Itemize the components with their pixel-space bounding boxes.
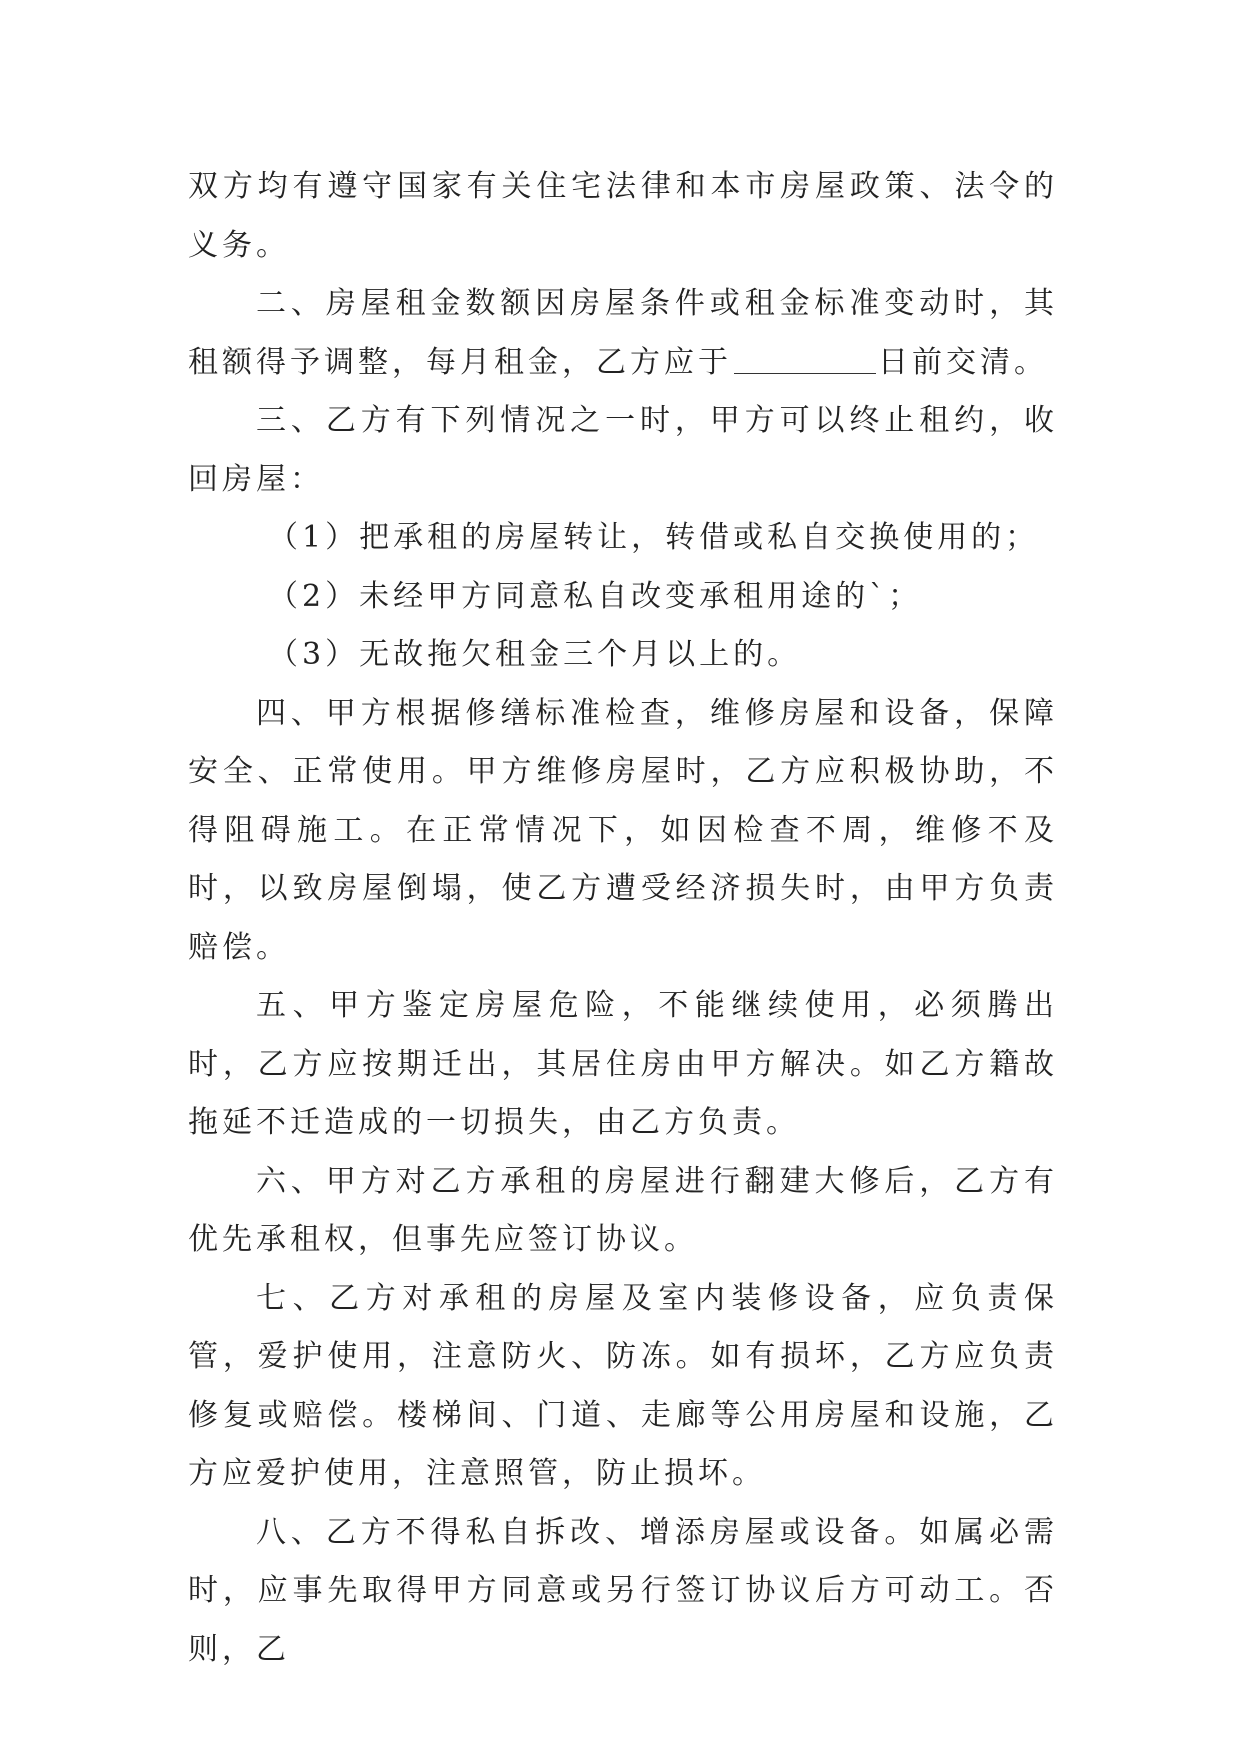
clause-5-dangerous-house: 五、甲方鉴定房屋危险，不能继续使用，必须腾出时，乙方应按期迁出，其居住房由甲方解决。如乙方籍故拖延不迁造成的一切损失，由乙方负责。 <box>188 988 1058 1140</box>
clause-4-repairs: 四、甲方根据修缮标准检查，维修房屋和设备，保障安全、正常使用。甲方维修房屋时，乙方应积极协助，不得阻碍施工。在正常情况下，如因检查不周，维修不及时，以致房屋倒塌，使乙方遭受经济损失时，由甲方负责赔偿。 <box>188 695 1058 965</box>
clause-2-rent-adjustment <box>188 275 1058 392</box>
clause-3-item-3: （3）无故拖欠租金三个月以上的。 <box>268 637 802 672</box>
payment-day-blank <box>734 339 876 374</box>
clause-7-maintenance: 七、乙方对承租的房屋及室内装修设备，应负责保管，爱护使用，注意防火、防冻。如有损坏，乙方应负责修复或赔偿。楼梯间、门道、走廊等公用房屋和设施，乙方应爱护使用，注意照管，防止损坏。 <box>188 1280 1058 1491</box>
clause-6-priority-lease: 六、甲方对乙方承租的房屋进行翻建大修后，乙方有优先承租权，但事先应签订协议。 <box>188 1163 1058 1257</box>
clause-3-termination: 三、乙方有下列情况之一时，甲方可以终止租约，收回房屋： <box>188 403 1058 497</box>
paragraph-obligation-end: 双方均有遵守国家有关住宅法律和本市房屋政策、法令的义务。 <box>188 169 1058 263</box>
document-body <box>188 158 1058 1679</box>
clause-3-item-1: （1）把承租的房屋转让，转借或私自交换使用的； <box>268 520 1040 555</box>
clause-3-item-2: （2）未经甲方同意私自改变承租用途的`； <box>268 578 923 614</box>
clause-2-text-before-blank: 二、房屋租金数额因房屋条件或租金标准变动时，其租额得予调整，每月租金，乙方应于 <box>188 286 1058 380</box>
clause-8-modifications: 八、乙方不得私自拆改、增添房屋或设备。如属必需时，应事先取得甲方同意或另行签订协议后方可动工。否则，乙 <box>188 1514 1058 1667</box>
clause-2-text-after-blank: 日前交清。 <box>878 344 1048 380</box>
